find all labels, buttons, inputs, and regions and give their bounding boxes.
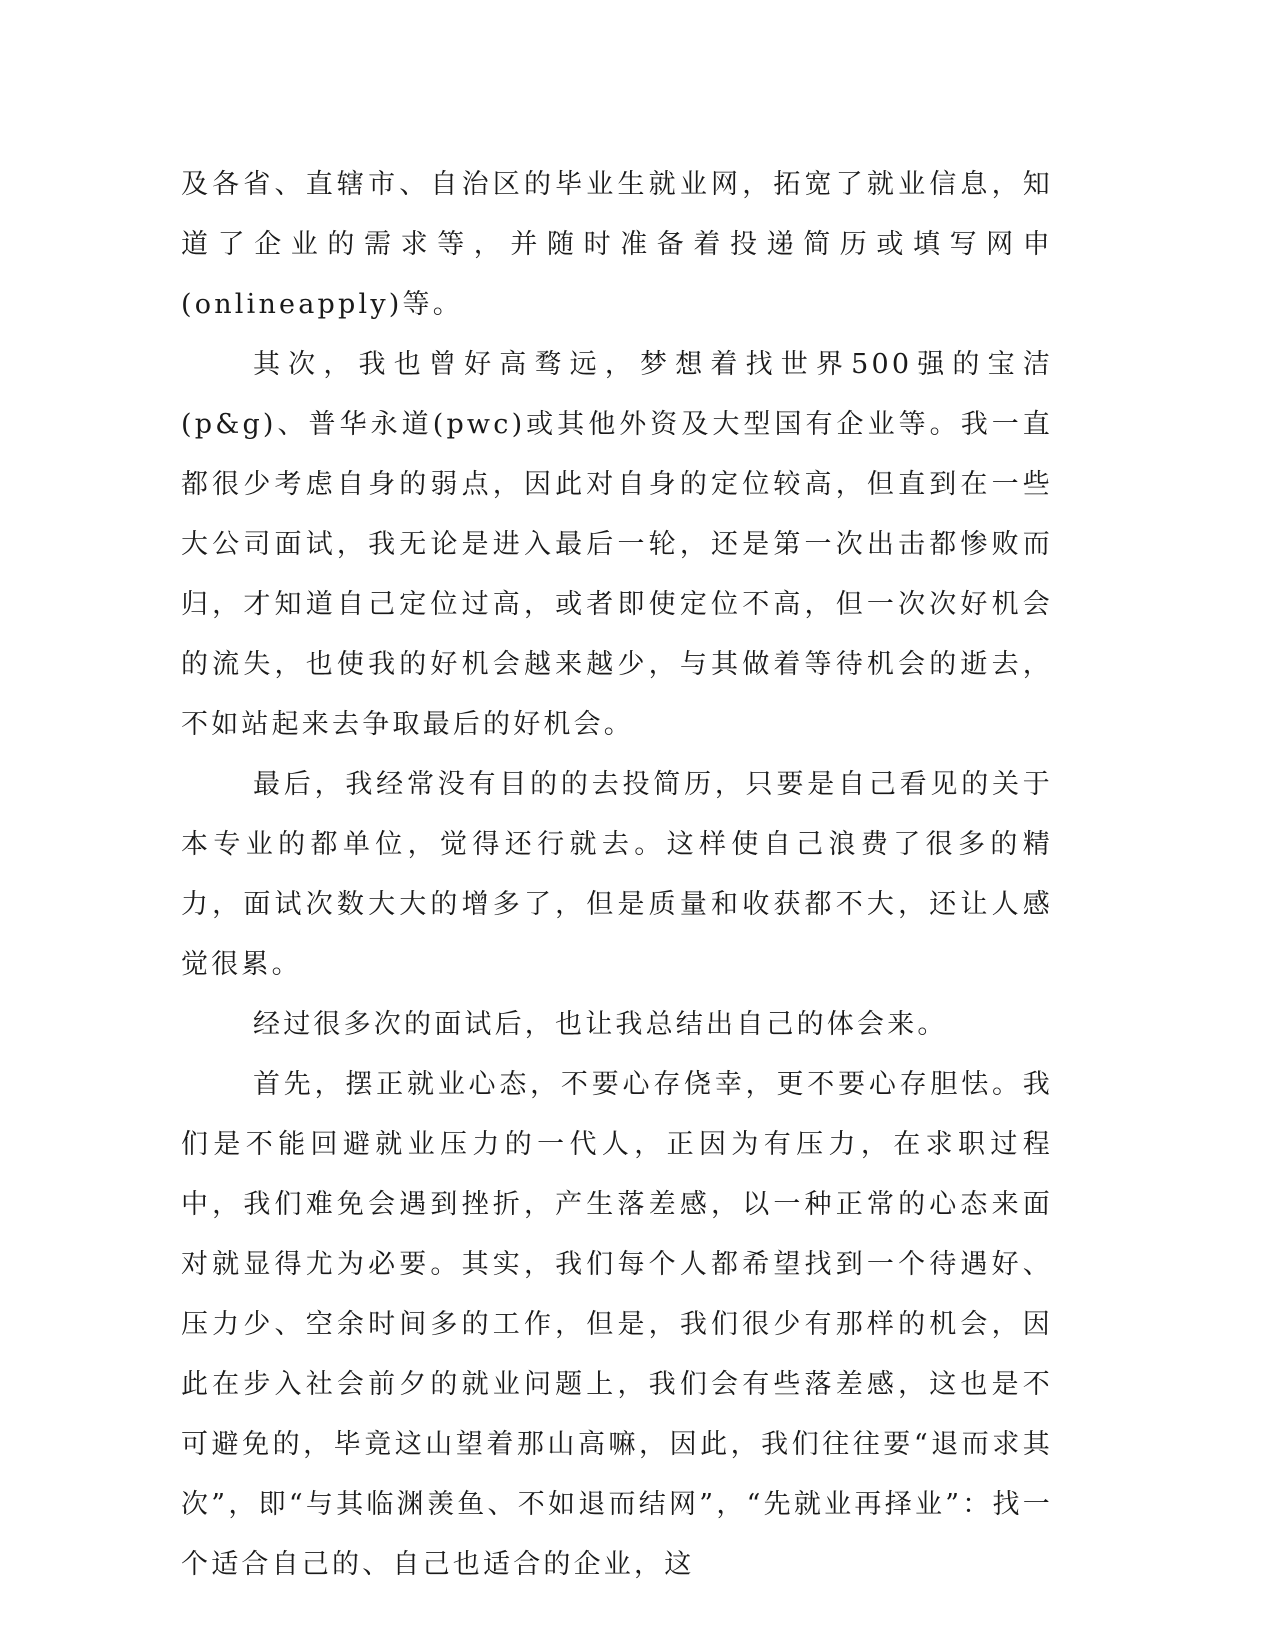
paragraph-2: 其次，我也曾好高骛远，梦想着找世界500强的宝洁(p&g)、普华永道(pwc)或其他外资及大型国有企业等。我一直都很少考虑自身的弱点，因此对自身的定位较高，但直到在一些大公司面试，我无论是进入最后一轮，还是第一次出击都惨败而归，才知道自己定位过高，或者即使定位不高，但一次次好机会的流失，也使我的好机会越来越少，与其做着等待机会的逝去，不如站起来去争取最后的好机会。	[181, 349, 1053, 740]
document-body	[181, 155, 1053, 1595]
paragraph-4: 经过很多次的面试后，也让我总结出自己的体会来。	[253, 1009, 948, 1040]
paragraph-3: 最后，我经常没有目的的去投简历，只要是自己看见的关于本专业的都单位，觉得还行就去。这样使自己浪费了很多的精力，面试次数大大的增多了，但是质量和收获都不大，还让人感觉很累。	[181, 769, 1053, 980]
paragraph-5: 首先，摆正就业心态，不要心存侥幸，更不要心存胆怯。我们是不能回避就业压力的一代人，正因为有压力，在求职过程中，我们难免会遇到挫折，产生落差感，以一种正常的心态来面对就显得尤为必要。其实，我们每个人都希望找到一个待遇好、压力少、空余时间多的工作，但是，我们很少有那样的机会，因此在步入社会前夕的就业问题上，我们会有些落差感，这也是不可避免的，毕竟这山望着那山高嘛，因此，我们往往要“退而求其次”，即“与其临渊羡鱼、不如退而结网”，“先就业再择业”：找一个适合自己的、自己也适合的企业，这	[181, 1069, 1053, 1580]
paragraph-1: 及各省、直辖市、自治区的毕业生就业网，拓宽了就业信息，知道了企业的需求等，并随时准备着投递简历或填写网申(onlineapply)等。	[181, 169, 1053, 320]
